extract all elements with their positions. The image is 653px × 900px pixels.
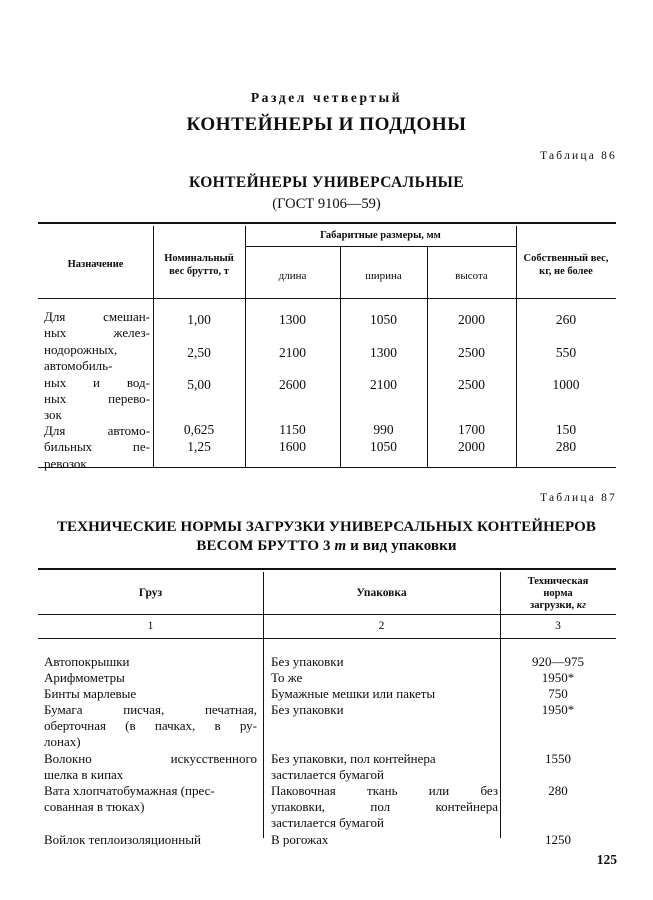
table-row-norm: 280	[548, 783, 568, 798]
section-title: КОНТЕЙНЕРЫ И ПОДДОНЫ	[186, 114, 467, 135]
table-row-value: 1300	[279, 312, 306, 327]
table-row-value: 1050	[370, 312, 397, 327]
cargo-line: лонах)	[44, 734, 81, 750]
packaging-line: Без упаковки	[271, 702, 344, 717]
table-86-title: КОНТЕЙНЕРЫ УНИВЕРСАЛЬНЫЕ	[188, 174, 465, 191]
table-86-grid	[38, 224, 616, 471]
table-row-packaging	[263, 670, 500, 686]
table-86-tare-col-1	[516, 309, 616, 396]
table-87-header-packaging: Упаковка	[356, 587, 407, 599]
packaging-line: Без упаковки	[271, 654, 344, 669]
table-87	[38, 568, 616, 847]
purpose-line: ных желез-	[44, 325, 150, 341]
cargo-line: Войлок теплоизоляционный	[44, 832, 201, 847]
table-row-packaging	[263, 751, 498, 783]
table-row-value: 990	[373, 422, 394, 437]
table-row-norm: 1250	[545, 832, 571, 847]
table-row	[38, 783, 259, 815]
table-86-width-col-1	[340, 309, 427, 396]
cargo-line: Арифмометры	[44, 670, 125, 685]
cargo-line: Вата хлопчатобумажная (прес-	[44, 783, 215, 798]
table-row-value: 1700	[458, 422, 485, 437]
cargo-line: Бумага писчая, печатная,	[44, 702, 257, 717]
table-row-norm: 920—975	[532, 654, 584, 669]
packaging-line: Бумажные мешки или пакеты	[271, 686, 436, 701]
packaging-line: упаковки, пол контейнера	[271, 799, 498, 815]
table-86-width-col-2	[340, 422, 427, 455]
table-row-norm: 1550	[545, 751, 571, 766]
table-row-value: 0,625	[183, 422, 215, 437]
table-86-header-purpose: Назначение	[67, 259, 124, 270]
table-86-nominal-weight-col-2	[153, 422, 245, 455]
table-87-column-number-2: 2	[378, 620, 385, 632]
table-87-header-norm	[500, 576, 616, 612]
table-87-grid	[38, 570, 616, 847]
purpose-line: автомобиль-	[44, 358, 113, 374]
purpose-line: ных перево-	[44, 391, 150, 407]
cargo-line: оберточная (в пачках, в ру-	[44, 718, 257, 734]
cargo-line: Автопокрышки	[44, 654, 130, 669]
table-row-value: 1150	[279, 422, 306, 437]
packaging-line: Паковочная ткань или без	[271, 783, 498, 798]
table-row	[38, 751, 257, 783]
table-row-value: 2500	[458, 344, 485, 360]
table-86-number: Таблица 86	[540, 150, 617, 162]
table-row-value: 1050	[370, 438, 397, 454]
table-87-title-line-1: ТЕХНИЧЕСКИЕ НОРМЫ ЗАГРУЗКИ УНИВЕРСАЛЬНЫХ КОНТЕЙНЕРОВ	[56, 519, 597, 535]
table-86-header-length: длина	[278, 270, 307, 282]
table-row-value: 280	[555, 438, 577, 454]
table-row-value: 2,50	[187, 344, 211, 360]
table-row-norm: 1950*	[541, 702, 575, 717]
table-row	[38, 832, 261, 848]
table-row-packaging	[263, 832, 500, 848]
table-86-purpose-cell-2	[38, 423, 150, 472]
packaging-line: застилается бумагой	[271, 815, 385, 831]
table-87-title-unit: т	[334, 538, 347, 554]
table-row-value: 2500	[458, 377, 485, 392]
page-number: 125	[596, 852, 617, 867]
table-row-value: 260	[555, 312, 577, 327]
table-row-value: 1000	[552, 377, 580, 392]
table-87-title-line-2-b: и вид упаковки	[350, 538, 457, 554]
table-87-title-line-2	[18, 537, 635, 556]
table-87-header-norm-line-2: норма	[543, 588, 573, 599]
table-86-header-tare-weight: Собственный вес, кг, не более	[523, 253, 609, 277]
purpose-line: Для автомо-	[44, 423, 150, 438]
purpose-line: ревозок	[44, 455, 87, 471]
purpose-line: ных и вод-	[44, 374, 150, 390]
table-row-value: 1,25	[187, 438, 211, 454]
table-row-value: 2000	[458, 312, 485, 327]
table-87-column-number-1: 1	[147, 620, 154, 632]
table-86-tare-col-2	[516, 422, 616, 455]
table-86-length-col-2	[245, 422, 340, 455]
table-86-purpose-cell-1	[38, 309, 150, 424]
cargo-line: Бинты марлевые	[44, 686, 137, 701]
table-row	[38, 670, 261, 686]
table-row-value: 2100	[279, 344, 306, 360]
table-86-header-rule	[38, 298, 616, 299]
purpose-line: нодорожных,	[44, 341, 118, 357]
table-87-header-norm-line-3: загрузки, кг	[530, 600, 586, 611]
table-row-value: 550	[555, 344, 577, 360]
table-87-header-rule	[38, 614, 616, 615]
table-86-nominal-weight-col-1	[153, 309, 245, 396]
table-86-height-col-1	[427, 309, 516, 396]
table-row-packaging	[263, 702, 500, 718]
table-86-header-height: высота	[455, 270, 488, 282]
table-87-header-cargo: Груз	[138, 587, 163, 599]
table-87-column-number-3: 3	[555, 620, 561, 632]
table-row-packaging	[263, 686, 500, 702]
section-kicker: Раздел четвертый	[250, 90, 403, 105]
table-86-standard: (ГОСТ 9106—59)	[272, 196, 381, 212]
table-row-value: 1600	[279, 438, 306, 454]
table-row-value: 1,00	[187, 312, 211, 327]
table-86-header-width: ширина	[365, 270, 402, 282]
table-86-height-col-2	[427, 422, 516, 455]
table-87-colnum-rule	[38, 638, 616, 639]
table-86-length-col-1	[245, 309, 340, 396]
table-row-value: 1300	[370, 344, 397, 360]
table-row-value: 5,00	[187, 377, 211, 392]
table-row-value: 2000	[458, 438, 485, 454]
table-row-norm: 1950*	[541, 670, 575, 685]
table-86-header-nominal-weight: Номинальный вес брутто, т	[164, 253, 234, 277]
table-row	[38, 686, 261, 702]
table-86	[38, 222, 616, 471]
packaging-line: Без упаковки, пол контейнера	[271, 751, 436, 766]
table-87-header-norm-line-1: Техническая	[527, 576, 589, 587]
table-row-value: 2600	[279, 377, 306, 392]
table-row	[38, 702, 257, 751]
table-row-packaging	[263, 654, 500, 670]
table-row	[38, 654, 261, 670]
table-87-title	[0, 518, 653, 556]
packaging-line: В рогожах	[271, 832, 329, 847]
cargo-line: шелка в кипах	[44, 767, 124, 783]
table-row-packaging	[263, 783, 498, 832]
cargo-line: Волокно искусственного	[44, 751, 257, 766]
table-row-value: 2100	[370, 377, 397, 392]
table-row-norm: 750	[548, 686, 568, 701]
table-86-span-rule	[245, 246, 516, 247]
cargo-line: сованная в тюках)	[44, 799, 145, 815]
table-row-value: 150	[555, 422, 577, 437]
purpose-line: бильных пе-	[44, 439, 150, 455]
packaging-line: То же	[271, 670, 303, 685]
purpose-line: Для смешан-	[44, 309, 150, 324]
purpose-line: зок	[44, 407, 62, 423]
table-87-title-line-2-a: ВЕСОМ БРУТТО 3	[196, 538, 331, 554]
table-87-number: Таблица 87	[540, 492, 617, 504]
table-87-header-norm-unit: кг	[576, 600, 586, 611]
packaging-line: застилается бумагой	[271, 767, 385, 783]
table-86-header-overall-dimensions: Габаритные размеры, мм	[320, 230, 441, 241]
